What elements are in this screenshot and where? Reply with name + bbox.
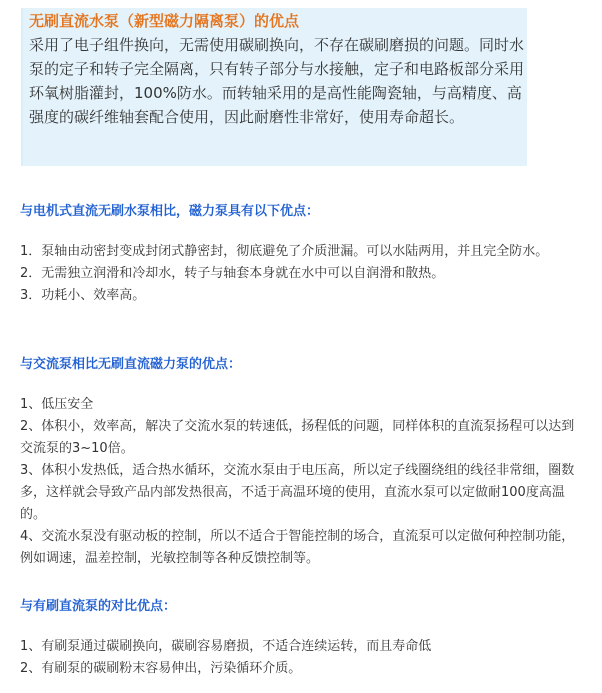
intro-box: [21, 8, 527, 166]
list-item: 1、有刷泵通过碳刷换向，碳刷容易磨损，不适合连续运转，而且寿命低: [20, 639, 432, 654]
list-item: 2、体积小，效率高，解决了交流水泵的转速低，扬程低的问题，同样体积的直流泵扬程可以达到交流泵的3~10倍。: [20, 419, 575, 456]
section-vs-motor-pump: [20, 203, 585, 307]
advantage-list: [20, 394, 585, 570]
section-vs-brushed-pump: [20, 598, 585, 680]
intro-body: 采用了电子组件换向，无需使用碳刷换向，不存在碳刷磨损的问题。同时水泵的定子和转子完全隔离，只有转子部分与水接触，定子和电路板部分采用环氧树脂灌封，100%防水。而转轴采用的是高性能陶瓷轴，与高精度、高强度的碳纤维轴套配合使用，因此耐磨性非常好，使用寿命超长。: [29, 36, 525, 126]
list-item: 2、有刷泵的碳刷粉末容易伸出，污染循环介质。: [20, 661, 302, 676]
list-item: 4、交流水泵没有驱动板的控制，所以不适合于智能控制的场合，直流泵可以定做何种控制功能，例如调速，温差控制，光敏控制等各种反馈控制等。: [20, 529, 575, 566]
section-heading: 与有刷直流泵的对比优点：: [20, 599, 177, 614]
list-item: 1．泵轴由动密封变成封闭式静密封，彻底避免了介质泄漏。可以水陆两用，并且完全防水。: [20, 244, 549, 259]
advantage-list: [20, 241, 585, 307]
list-item: 2．无需独立润滑和冷却水，转子与轴套本身就在水中可以自润滑和散热。: [20, 266, 445, 281]
list-item: 3、体积小发热低，适合热水循环，交流水泵由于电压高，所以定子线圈绕组的线径非常细，圈数多，这样就会导致产品内部发热很高，不适于高温环境的使用，直流水泵可以定做耐100度高温的。: [20, 463, 575, 522]
intro-title: 无刷直流水泵（新型磁力隔离泵）的优点: [29, 12, 300, 30]
section-heading: 与电机式直流无刷水泵相比，磁力泵具有以下优点：: [20, 204, 320, 219]
list-item: 3．功耗小、效率高。: [20, 288, 146, 303]
section-heading: 与交流泵相比无刷直流磁力泵的优点：: [20, 357, 242, 372]
advantage-list: [20, 636, 585, 680]
list-item: 1、低压安全: [20, 397, 94, 412]
section-vs-ac-pump: [20, 356, 585, 570]
